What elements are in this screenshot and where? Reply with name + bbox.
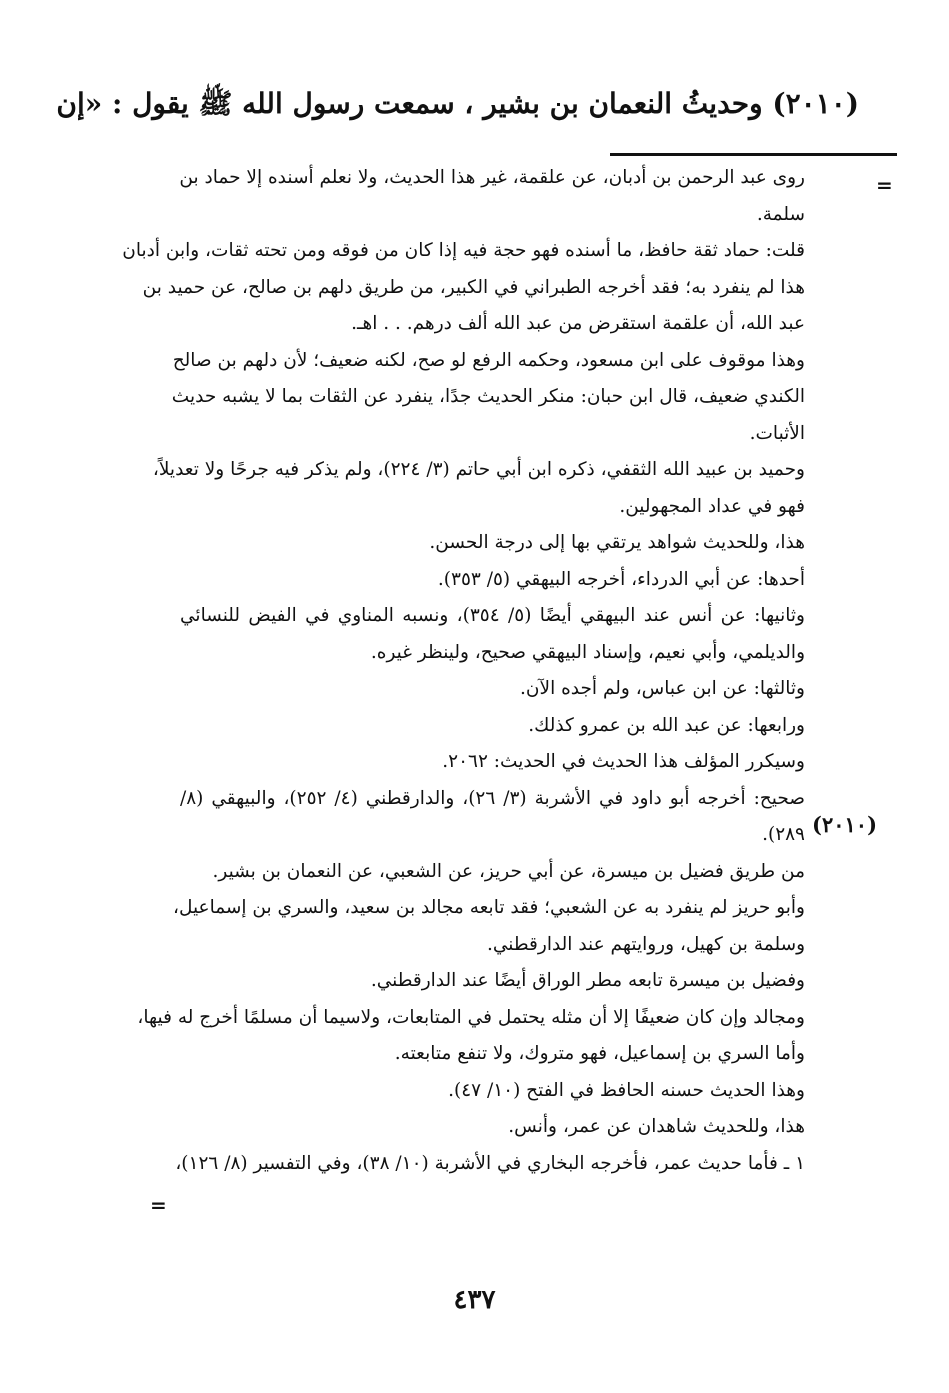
- text-line: ٢٨٩).: [762, 824, 805, 845]
- hadith-number-label: (٢٠١٠): [812, 812, 877, 837]
- text-line: ١ ـ فأما حديث عمر، فأخرجه البخاري في الأشربة (١٠/ ٣٨)، وفي التفسير (٨/ ١٢٦)،: [175, 1152, 805, 1174]
- text-line: والديلمي، وأبي نعيم، وإسناد البيهقي صحيح، ولينظر غيره.: [370, 641, 805, 663]
- text-line: وثالثها: عن ابن عباس، ولم أجده الآن.: [520, 678, 805, 699]
- text-line: وثانيها: عن أنس عند البيهقي أيضًا (٥/ ٣٥٤)، ونسبه المناوي في الفيض للنسائي: [180, 605, 805, 626]
- text-line: هذا لم ينفرد به؛ فقد أخرجه الطبراني في الكبير، من طريق دلهم بن صالح، عن حميد بن: [142, 276, 805, 298]
- text-line: وهذا الحديث حسنه الحافظ في الفتح (١٠/ ٤٧).: [448, 1079, 805, 1101]
- text-line: وسيكرر المؤلف هذا الحديث في الحديث: ٢٠٦٢.: [442, 751, 805, 772]
- text-line: عبد الله، أن علقمة استقرض من عبد الله ألف درهم. . . اهـ.: [351, 313, 805, 334]
- text-line: قلت: حماد ثقة حافظ، ما أسنده فهو حجة فيه إذا كان من فوقه ومن تحته ثقات، وابن أدبان: [122, 240, 805, 261]
- continuation-mark-bottom: =: [150, 1193, 167, 1217]
- text-line: وهذا موقوف على ابن مسعود، وحكمه الرفع لو صح، لكنه ضعيف؛ لأن دلهم بن صالح: [172, 349, 805, 371]
- text-line: وسلمة بن كهيل، وروايتهم عند الدارقطني.: [486, 933, 805, 955]
- footnotes-body: [122, 160, 805, 1182]
- continuation-mark-top: =: [876, 173, 893, 197]
- text-line: الأثبات.: [749, 422, 805, 444]
- text-line: هذا، وللحديث شاهدان عن عمر، وأنس.: [508, 1116, 805, 1137]
- text-line: من طريق فضيل بن ميسرة، عن أبي حريز، عن الشعبي، عن النعمان بن بشير.: [212, 860, 805, 882]
- text-line: وحميد بن عبيد الله الثقفي، ذكره ابن أبي حاتم (٣/ ٢٢٤)، ولم يذكر فيه جرحًا ولا تعديلاً،: [152, 459, 805, 480]
- text-line: وفضيل بن ميسرة تابعه مطر الوراق أيضًا عند الدارقطني.: [370, 970, 805, 991]
- text-line: روى عبد الرحمن بن أدبان، عن علقمة، غير هذا الحديث، ولا نعلم أسنده إلا حماد بن: [179, 167, 805, 188]
- footnote-block-2010: [137, 781, 805, 1183]
- text-line: أحدها: عن أبي الدرداء، أخرجه البيهقي (٥/ ٣٥٣).: [437, 568, 805, 590]
- text-line: هذا، وللحديث شواهد يرتقي بها إلى درجة الحسن.: [429, 532, 805, 553]
- text-line: وأما السري بن إسماعيل، فهو متروك، ولا تنفع متابعته.: [394, 1043, 805, 1064]
- text-line: ومجالد وإن كان ضعيفًا إلا أن مثله يحتمل في المتابعات، ولاسيما أن مسلمًا أخرج له فيها،: [137, 1006, 805, 1028]
- text-line: الكندي ضعيف، قال ابن حبان: منكر الحديث جدًا، ينفرد عن الثقات بما لا يشبه حديث: [171, 386, 805, 407]
- footnote-separator: [610, 153, 897, 156]
- page-number: ٤٣٧: [453, 1285, 496, 1315]
- footnote-block-previous: [122, 160, 805, 781]
- text-line: فهو في عداد المجهولين.: [619, 495, 805, 517]
- text-line: وأبو حريز لم ينفرد به عن الشعبي؛ فقد تابعه مجالد بن سعيد، والسري بن إسماعيل،: [172, 897, 805, 918]
- text-line: ورابعها: عن عبد الله بن عمرو كذلك.: [528, 714, 805, 736]
- hadith-heading: (٢٠١٠) وحديثُ النعمان بن بشير ، سمعت رسول الله ﷺ يقول : «إن: [56, 87, 859, 120]
- text-line: سلمة.: [756, 203, 805, 225]
- text-line: صحيح: أخرجه أبو داود في الأشربة (٣/ ٢٦)، والدارقطني (٤/ ٢٥٢)، والبيهقي (٨/: [180, 787, 805, 809]
